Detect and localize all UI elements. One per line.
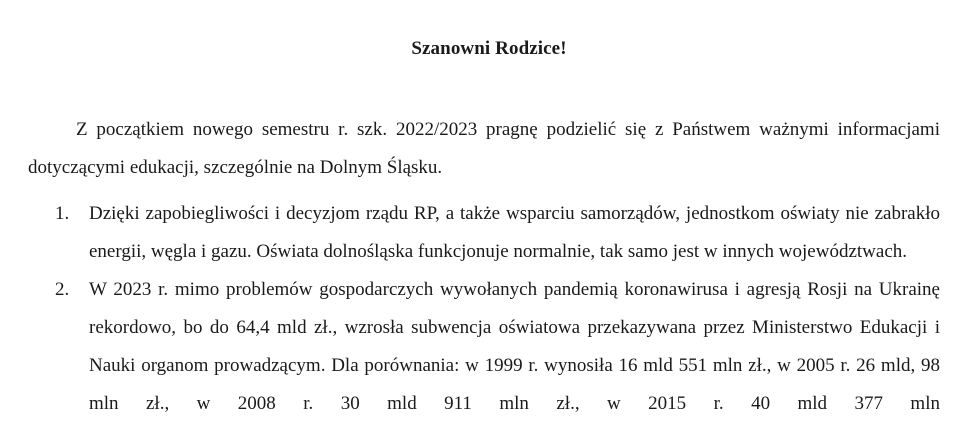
list-item-number: 1. — [55, 203, 70, 224]
list-item-text: Dzięki zapobiegliwości i decyzjom rządu RP, a także wsparciu samorządów, jednostkom oświaty nie zabrakło energii, węgla i gazu. Oświata dolnośląska funkcjonuje normalnie, tak samo jest w innych województwach. — [89, 203, 940, 262]
list-item — [0, 195, 978, 271]
numbered-list — [0, 195, 978, 423]
list-item-number: 2. — [55, 279, 70, 300]
list-item-text: W 2023 r. mimo problemów gospodarczych wywołanych pandemią koronawirusa i agresją Rosji na Ukrainę rekordowo, bo do 64,4 mld zł., wzrosła subwencja oświatowa przekazywana przez Ministerstwo Edukacji i Nauki organom prowadzącym. Dla porównania: w 1999 r. wynosiła 16 mld 551 mln zł., w 2005 r. 26 mld, 98 mln zł., w 2008 r. 30 mld 911 mln zł., w 2015 r. 40 mld 377 mln — [89, 279, 940, 414]
list-item — [0, 271, 978, 423]
letter-salutation: Szanowni Rodzice! — [411, 38, 567, 59]
intro-paragraph: Z początkiem nowego semestru r. szk. 2022/2023 pragnę podzielić się z Państwem ważnymi informacjami dotyczącymi edukacji, szczególnie na Dolnym Śląsku. — [28, 119, 940, 178]
